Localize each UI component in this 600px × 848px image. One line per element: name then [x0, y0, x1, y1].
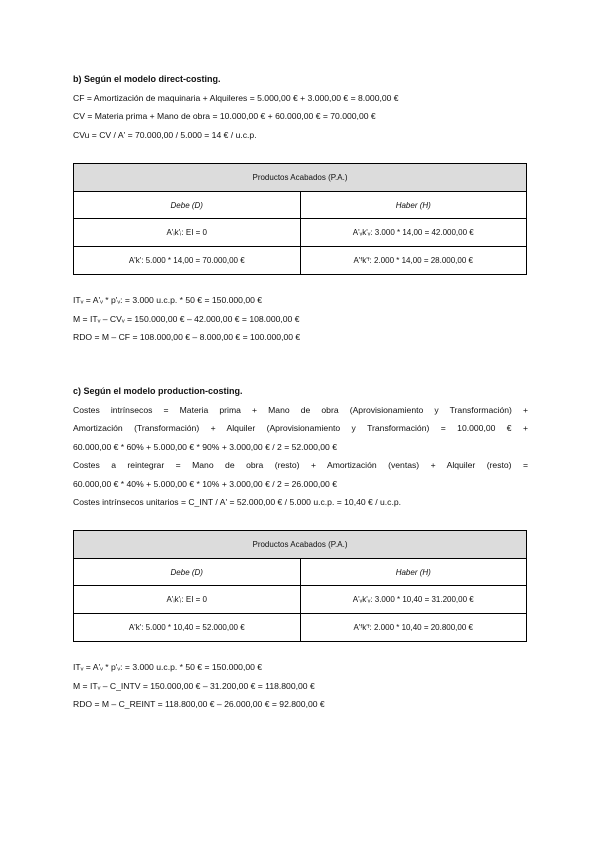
section-b-title: b) Según el modelo direct-costing. [73, 74, 221, 84]
table-cell: A'ᵢk'ᵢ: EI = 0 [74, 586, 301, 614]
fixed-costs-line: CF = Amortización de maquinaria + Alquileres = 5.000,00 € + 3.000,00 € = 8.000,00 € [73, 92, 399, 103]
intrinsic-costs-line-3: 60.000,00 € * 60% + 5.000,00 € * 90% + 3.000,00 € / 2 = 52.000,00 € [73, 441, 337, 452]
table-cell: A'ᵥk'ᵥ: 3.000 * 10,40 = 31.200,00 € [300, 586, 527, 614]
result-line: RDO = M – CF = 108.000,00 € – 8.000,00 € = 100.000,00 € [73, 332, 301, 342]
haber-header: Haber (H) [300, 192, 527, 219]
section-b-results [73, 291, 528, 347]
haber-header: Haber (H) [300, 559, 527, 586]
unit-intrinsic-costs-line: Costes intrínsecos unitarios = C_INT / A' = 52.000,00 € / 5.000 u.c.p. = 10,40 € / u.c.p. [73, 497, 402, 507]
table-cell: A'ᵥk'ᵥ: 3.000 * 14,00 = 42.000,00 € [300, 219, 527, 247]
result-line: RDO = M – C_REINT = 118.800,00 € – 26.000,00 € = 92.800,00 € [73, 699, 325, 709]
table-cell: A'k': 5.000 * 14,00 = 70.000,00 € [74, 247, 301, 275]
intrinsic-costs-line-1: Costes intrínsecos = Materia prima + Mano de obra (Aprovisionamiento y Transformación) + [73, 404, 528, 415]
section-b [73, 70, 528, 144]
margin-line: M = ITᵥ – C_INTV = 150.000,00 € – 31.200,00 € = 118.800,00 € [73, 680, 315, 691]
sales-income-line: ITᵥ = A'ᵥ * p'ᵥ: = 3.000 u.c.p. * 50 € = 150.000,00 € [73, 662, 263, 672]
reimburse-costs-line-2: 60.000,00 € * 40% + 5.000,00 € * 10% + 3.000,00 € / 2 = 26.000,00 € [73, 478, 337, 489]
sales-income-line: ITᵥ = A'ᵥ * p'ᵥ: = 3.000 u.c.p. * 50 € = 150.000,00 € [73, 295, 263, 305]
margin-line: M = ITᵥ – CVᵥ = 150.000,00 € – 42.000,00 € = 108.000,00 € [73, 313, 300, 324]
table-cell: A'k': 5.000 * 10,40 = 52.000,00 € [74, 614, 301, 642]
section-c-results [73, 658, 528, 714]
table-cell: A'ᶠk'ᶠ: 2.000 * 10,40 = 20.800,00 € [300, 614, 527, 642]
unit-variable-cost-line: CVu = CV / A' = 70.000,00 / 5.000 = 14 € / u.c.p. [73, 129, 257, 140]
section-c [73, 382, 528, 512]
table-cell: A'ᶠk'ᶠ: 2.000 * 14,00 = 28.000,00 € [300, 247, 527, 275]
section-c-title: c) Según el modelo production-costing. [73, 386, 243, 396]
finished-products-table-c [73, 530, 527, 642]
table-title: Productos Acabados (P.A.) [74, 531, 527, 559]
finished-products-table-b [73, 163, 527, 275]
table-title: Productos Acabados (P.A.) [74, 164, 527, 192]
debe-header: Debe (D) [74, 559, 301, 586]
intrinsic-costs-line-2: Amortización (Transformación) + Alquiler (Aprovisionamiento y Transformación) = 10.000,00 € + [73, 423, 528, 433]
variable-costs-line: CV = Materia prima + Mano de obra = 10.000,00 € + 60.000,00 € = 70.000,00 € [73, 111, 376, 121]
debe-header: Debe (D) [74, 192, 301, 219]
reimburse-costs-line-1: Costes a reintegrar = Mano de obra (resto) + Amortización (ventas) + Alquiler (resto) = [73, 460, 528, 470]
table-cell: A'ᵢk'ᵢ: EI = 0 [74, 219, 301, 247]
